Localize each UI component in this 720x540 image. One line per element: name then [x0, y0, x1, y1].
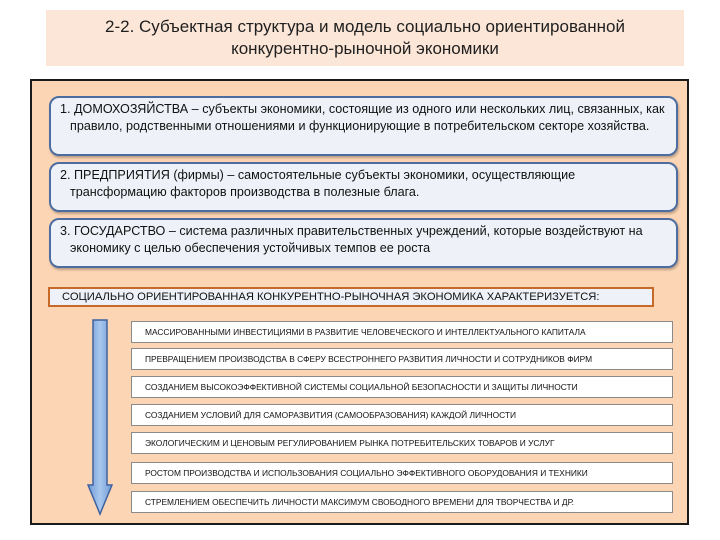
characteristic-item-3: СОЗДАНИЕМ ВЫСОКОЭФФЕКТИВНОЙ СИСТЕМЫ СОЦИАЛЬНОЙ БЕЗОПАСНОСТИ И ЗАЩИТЫ ЛИЧНОСТИ — [131, 376, 673, 398]
definition-enterprises — [49, 162, 678, 212]
down-arrow-icon — [87, 319, 113, 516]
characteristic-item-1: МАССИРОВАННЫМИ ИНВЕСТИЦИЯМИ В РАЗВИТИЕ ЧЕЛОВЕЧЕСКОГО И ИНТЕЛЛЕКТУАЛЬНОГО КАПИТАЛА — [131, 321, 673, 343]
definition-state — [49, 218, 678, 268]
characteristic-item-5: ЭКОЛОГИЧЕСКИМ И ЦЕНОВЫМ РЕГУЛИРОВАНИЕМ РЫНКА ПОТРЕБИТЕЛЬСКИХ ТОВАРОВ И УСЛУГ — [131, 432, 673, 454]
slide-title: 2-2. Субъектная структура и модель социально ориентированной конкурентно-рыночной экономики — [105, 17, 625, 58]
characteristic-item-7: СТРЕМЛЕНИЕМ ОБЕСПЕЧИТЬ ЛИЧНОСТИ МАКСИМУМ СВОБОДНОГО ВРЕМЕНИ ДЛЯ ТВОРЧЕСТВА И ДР. — [131, 491, 673, 513]
characteristic-item-2: ПРЕВРАЩЕНИЕМ ПРОИЗВОДСТВА В СФЕРУ ВСЕСТРОННЕГО РАЗВИТИЯ ЛИЧНОСТИ И СОТРУДНИКОВ ФИРМ — [131, 348, 673, 370]
definition-enterprises-text: 2. ПРЕДПРИЯТИЯ (фирмы) – самостоятельные субъекты экономики, осуществляющие трансформацию факторов производства в полезные блага. — [60, 168, 576, 199]
characteristic-item-6: РОСТОМ ПРОИЗВОДСТВА И ИСПОЛЬЗОВАНИЯ СОЦИАЛЬНО ЭФФЕКТИВНОГО ОБОРУДОВАНИЯ И ТЕХНИКИ — [131, 462, 673, 484]
characteristics-heading: СОЦИАЛЬНО ОРИЕНТИРОВАННАЯ КОНКУРЕНТНО-РЫНОЧНАЯ ЭКОНОМИКА ХАРАКТЕРИЗУЕТСЯ: — [48, 287, 654, 307]
definition-state-text: 3. ГОСУДАРСТВО – система различных правительственных учреждений, которые воздействуют на экономику с целью обеспечения устойчивых темпов ее роста — [60, 224, 643, 255]
slide-title-box — [46, 10, 684, 66]
definition-households-text: 1. ДОМОХОЗЯЙСТВА – субъекты экономики, состоящие из одного или нескольких лиц, связанных, как правило, родственными отношениями и функционирующие в потребительском секторе хозяйства. — [60, 102, 665, 133]
definition-households — [49, 96, 678, 156]
characteristic-item-4: СОЗДАНИЕМ УСЛОВИЙ ДЛЯ САМОРАЗВИТИЯ (САМООБРАЗОВАНИЯ) КАЖДОЙ ЛИЧНОСТИ — [131, 404, 673, 426]
